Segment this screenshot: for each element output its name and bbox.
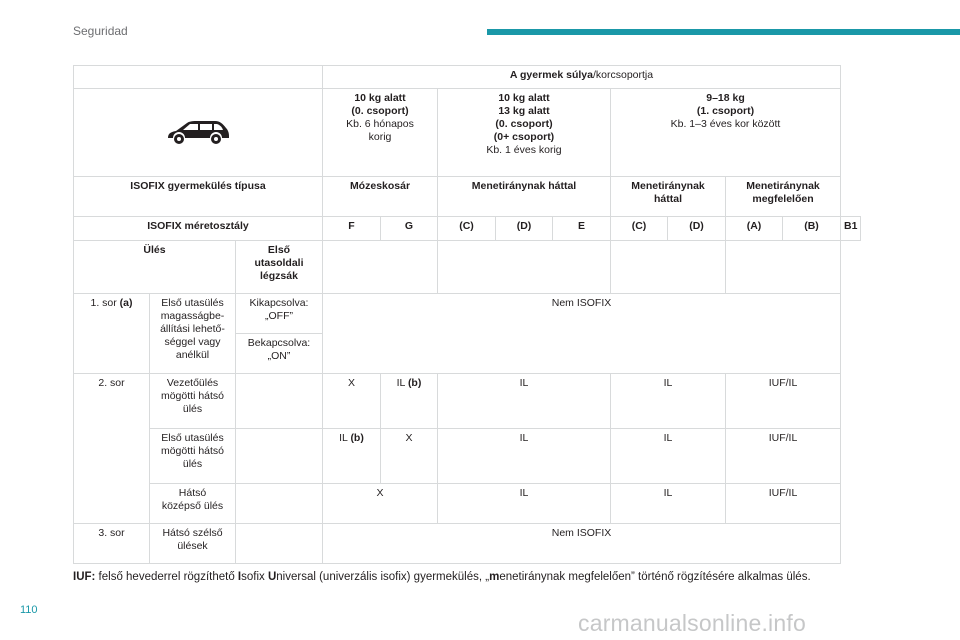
cell-rear-facing-0plus: IL: [438, 374, 611, 429]
cell-forward-facing: IUF/IL: [726, 484, 841, 524]
airbag-off-cell: Kikapcsolva: „OFF”: [236, 294, 323, 334]
type-rear-facing-0plus: Menetiránynak háttal: [438, 177, 611, 217]
row1-value: Nem ISOFIX: [323, 294, 841, 374]
row2-seat-driver-behind: Vezetőülés mögötti hátsó ülés: [150, 374, 236, 429]
row3: [74, 524, 861, 564]
row2-seat-passenger-behind: Első utasülés mögötti hátsó ülés: [150, 429, 236, 484]
weight-group-0plus: 10 kg alatt 13 kg alatt (0. csoport) (0+ csoport) Kb. 1 éves korig: [438, 89, 611, 177]
cell-rear-facing-1: IL: [611, 429, 726, 484]
size-class-cell: E: [553, 217, 611, 241]
cell-g: X: [381, 429, 438, 484]
cell-forward-facing: IUF/IL: [726, 429, 841, 484]
weight-group-header: A gyermek súlya/korcsoportja: [323, 66, 841, 89]
cell-f-g: X: [323, 484, 438, 524]
cell-rear-facing-1: IL: [611, 484, 726, 524]
airbag-header: Első utasoldali légzsák: [236, 241, 323, 294]
cell-forward-facing: IUF/IL: [726, 374, 841, 429]
size-class-cell: (D): [668, 217, 726, 241]
weight-group-0: 10 kg alatt (0. csoport) Kb. 6 hónapos korig: [323, 89, 438, 177]
row2-center: [74, 484, 861, 524]
car-suv-icon: [165, 116, 231, 146]
footnote: IUF: felső hevederrel rögzíthető Isofix Universal (univerzális isofix) gyermekülés, „menetiránynak megfelelően” történő rögzítésére alkalmas ülés.: [73, 571, 811, 583]
size-class-cell: (B): [783, 217, 841, 241]
row1-airbag-off: [74, 294, 861, 334]
type-rear-facing-1: Menetiránynak háttal: [611, 177, 726, 217]
car-cell: [74, 89, 323, 177]
size-class-cell: (D): [496, 217, 553, 241]
row2-label: 2. sor: [74, 374, 150, 524]
row1-seat: Első utasülés magasságbe- állítási lehető- séggel vagy anélkül: [150, 294, 236, 374]
row1-label: 1. sor (a): [74, 294, 150, 374]
size-class-row: [74, 217, 861, 241]
watermark: carmanualsonline.info: [578, 610, 806, 636]
cell-g: IL (b): [381, 374, 438, 429]
size-class-cell: B1: [841, 217, 861, 241]
row2-passenger-side: [74, 429, 861, 484]
weight-groups-row: [74, 89, 861, 177]
cell-f: X: [323, 374, 381, 429]
isofix-table: [73, 65, 861, 564]
cell-rear-facing-1: IL: [611, 374, 726, 429]
airbag-on-cell: Bekapcsolva: „ON”: [236, 334, 323, 374]
type-forward-facing: Menetiránynak megfelelően: [726, 177, 841, 217]
row2-driver-side: [74, 374, 861, 429]
header-accent-bar: [487, 29, 960, 35]
cell-f: IL (b): [323, 429, 381, 484]
size-class-label: ISOFIX méretosztály: [74, 217, 323, 241]
size-class-cell: (C): [438, 217, 496, 241]
row3-seat: Hátsó szélső ülések: [150, 524, 236, 564]
row3-value: Nem ISOFIX: [323, 524, 841, 564]
seat-airbag-header-row: [74, 241, 861, 294]
seat-header: Ülés: [74, 241, 236, 294]
size-class-cell: G: [381, 217, 438, 241]
seat-type-label: ISOFIX gyermekülés típusa: [74, 177, 323, 217]
type-carrycot: Mózeskosár: [323, 177, 438, 217]
size-class-cell: (C): [611, 217, 668, 241]
size-class-cell: F: [323, 217, 381, 241]
page-number: 110: [20, 604, 38, 616]
cell-rear-facing-0plus: IL: [438, 484, 611, 524]
section-title: Seguridad: [73, 24, 128, 38]
row3-label: 3. sor: [74, 524, 150, 564]
header-row: [74, 66, 861, 89]
size-class-cell: (A): [726, 217, 783, 241]
cell-rear-facing-0plus: IL: [438, 429, 611, 484]
seat-type-row: [74, 177, 861, 217]
row2-seat-center: Hátsó középső ülés: [150, 484, 236, 524]
weight-group-1: 9–18 kg (1. csoport) Kb. 1–3 éves kor között: [611, 89, 841, 177]
